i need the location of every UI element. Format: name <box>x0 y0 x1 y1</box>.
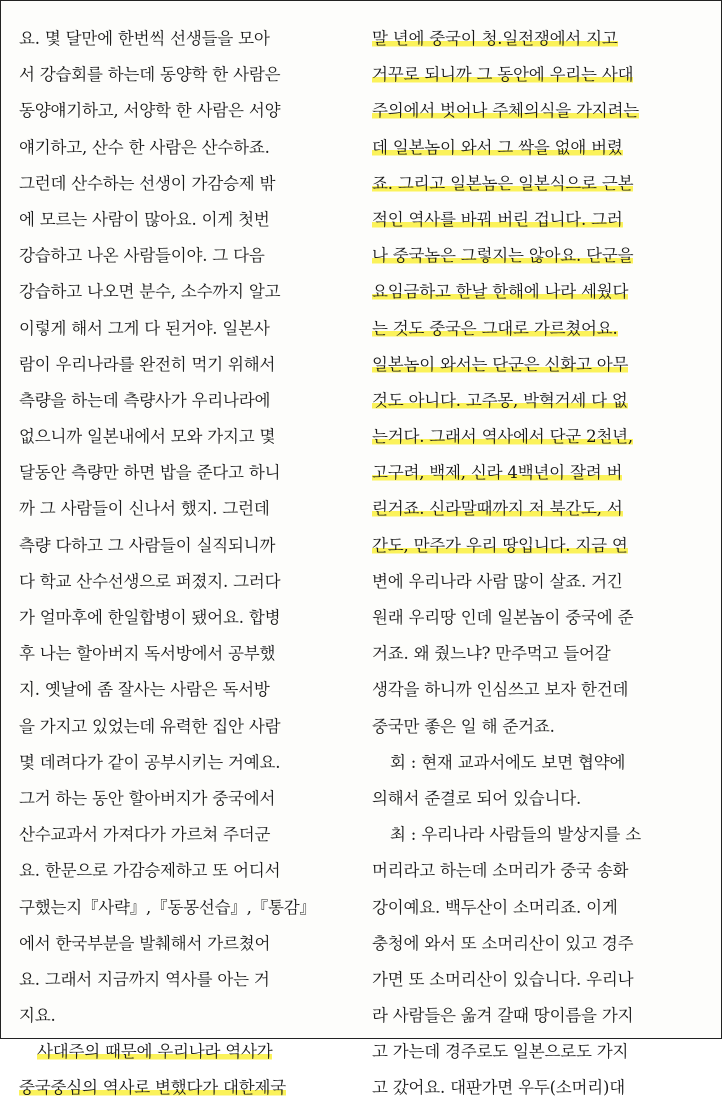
left-text-column <box>19 21 349 1107</box>
highlighted-text: 는거다. 그래서 역사에서 단군 2천년, <box>372 427 633 447</box>
text-line <box>19 600 349 636</box>
text-line <box>19 1070 349 1106</box>
line-text: 몇 데려다가 같이 공부시키는 거예요. <box>19 752 281 772</box>
highlighted-text: 사대주의 때문에 우리나라 역사가 <box>37 1042 273 1062</box>
line-text: 요. 한문으로 가감승제하고 또 어디서 <box>19 861 281 881</box>
line-text: 산수교과서 가져다가 가르쳐 주더군 <box>19 825 271 845</box>
line-text: 고 갔어요. 대판가면 우두(소머리)대 <box>372 1078 625 1098</box>
line-text: 지요. <box>19 1006 56 1026</box>
text-line <box>372 853 704 889</box>
text-line <box>19 528 349 564</box>
text-line <box>372 636 704 672</box>
text-line <box>372 347 704 383</box>
line-text: 최 : 우리나라 사람들의 발상지를 소 <box>390 825 641 845</box>
text-line <box>19 962 349 998</box>
highlighted-text: 요임금하고 한날 한해에 나라 세웠다 <box>372 282 629 302</box>
line-text: 을 가지고 있었는데 유력한 집안 사람 <box>19 716 281 736</box>
line-text: 가면 또 소머리산이 있습니다. 우리나 <box>372 969 634 989</box>
text-line <box>19 274 349 310</box>
highlighted-text: 주의에서 벗어나 주체의식을 가지려는 <box>372 101 639 121</box>
text-line <box>19 347 349 383</box>
line-text: 요. 그래서 지금까지 역사를 아는 거 <box>19 969 270 989</box>
text-line <box>19 491 349 527</box>
line-text: 없으니까 일본내에서 모와 가지고 몇 <box>19 427 276 447</box>
highlighted-text: 나 중국놈은 그렇지는 않아요. 단군을 <box>372 246 634 266</box>
text-line <box>372 564 704 600</box>
line-text: 의해서 준결로 되어 있습니다. <box>372 788 582 808</box>
highlighted-text: 것도 아니다. 고주몽, 박혁거세 다 없 <box>372 390 628 410</box>
line-text: 이렇게 해서 그게 다 된거야. 일본사 <box>19 318 270 338</box>
text-line <box>19 781 349 817</box>
text-line <box>372 93 704 129</box>
text-line <box>372 926 704 962</box>
line-text: 동양얘기하고, 서양학 한 사람은 서양 <box>19 101 281 121</box>
text-line <box>372 238 704 274</box>
text-line <box>372 745 704 781</box>
line-text: 중국만 좋은 일 해 준거죠. <box>372 716 555 736</box>
text-line <box>372 781 704 817</box>
highlighted-text: 데 일본놈이 와서 그 싹을 없애 버렸 <box>372 137 623 157</box>
line-text: 구했는지『사략』,『동몽선습』,『통감』 <box>19 897 316 917</box>
text-line <box>372 528 704 564</box>
highlighted-text: 거꾸로 되니까 그 동안에 우리는 사대 <box>372 65 634 85</box>
text-line <box>19 890 349 926</box>
text-line <box>19 926 349 962</box>
line-text: 생각을 하니까 인심쓰고 보자 한건데 <box>372 680 629 700</box>
text-line <box>372 455 704 491</box>
text-line <box>372 21 704 57</box>
text-line <box>19 202 349 238</box>
text-line <box>372 1034 704 1070</box>
text-line <box>19 672 349 708</box>
highlighted-text: 는 것도 중국은 그대로 가르쳤어요. <box>372 318 618 338</box>
text-line <box>19 311 349 347</box>
text-line <box>19 709 349 745</box>
text-line <box>19 93 349 129</box>
line-text: 고 가는데 경주로도 일본으로도 가지 <box>372 1042 629 1062</box>
line-text: 에서 한국부분을 발췌해서 가르쳤어 <box>19 933 271 953</box>
text-line <box>372 709 704 745</box>
text-line <box>19 238 349 274</box>
text-line <box>19 455 349 491</box>
line-text: 측량 다하고 그 사람들이 실직되니까 <box>19 535 276 555</box>
line-text: 강습하고 나온 사람들이야. 그 다음 <box>19 246 265 266</box>
text-line <box>372 57 704 93</box>
text-line <box>19 817 349 853</box>
line-text: 다 학교 산수선생으로 퍼졌지. 그러다 <box>19 571 281 591</box>
line-text: 라 사람들은 옮겨 갈때 땅이름을 가지 <box>372 1006 634 1026</box>
text-line <box>372 130 704 166</box>
text-line <box>19 564 349 600</box>
line-text: 요. 몇 달만에 한번씩 선생들을 모아 <box>19 29 270 48</box>
highlighted-text: 중국중심의 역사로 변했다가 대한제국 <box>19 1078 286 1098</box>
line-text: 후 나는 할아버지 독서방에서 공부했 <box>19 644 276 664</box>
line-text: 거죠. 왜 줬느냐? 만주먹고 들어갈 <box>372 644 611 664</box>
line-text: 변에 우리나라 사람 많이 살죠. 거긴 <box>372 571 623 591</box>
line-text: 원래 우리땅 인데 일본놈이 중국에 준 <box>372 608 634 627</box>
line-text: 회 : 현재 교과서에도 보면 협약에 <box>390 752 626 772</box>
text-line <box>19 745 349 781</box>
highlighted-text: 간도, 만주가 우리 땅입니다. 지금 연 <box>372 535 628 555</box>
text-line <box>19 998 349 1034</box>
highlighted-text: 린거죠. 신라말때까지 저 북간도, 서 <box>372 499 623 519</box>
line-text: 가 얼마후에 한일합병이 됐어요. 합병 <box>19 608 281 627</box>
line-text: 서 강습회를 하는데 동양학 한 사람은 <box>19 65 281 85</box>
text-line <box>372 274 704 310</box>
line-text: 까 그 사람들이 신나서 했지. 그런데 <box>19 499 270 519</box>
text-line <box>19 636 349 672</box>
text-line <box>19 166 349 202</box>
text-line <box>372 817 704 853</box>
line-text: 강이예요. 백두산이 소머리죠. 이게 <box>372 897 618 917</box>
line-text: 강습하고 나오면 분수, 소수까지 알고 <box>19 282 281 302</box>
text-line <box>372 600 704 636</box>
highlighted-text: 말 년에 중국이 청.일전쟁에서 지고 <box>372 29 618 48</box>
line-text: 충청에 와서 또 소머리산이 있고 경주 <box>372 933 634 953</box>
text-line <box>372 1070 704 1106</box>
highlighted-text: 일본놈이 와서는 단군은 신화고 아무 <box>372 354 629 374</box>
text-line <box>372 311 704 347</box>
line-text: 에 모르는 사람이 많아요. 이게 첫번 <box>19 209 270 229</box>
right-text-column <box>372 21 704 1107</box>
text-line <box>372 491 704 527</box>
text-line <box>19 383 349 419</box>
line-text: 그거 하는 동안 할아버지가 중국에서 <box>19 788 276 808</box>
text-line <box>19 57 349 93</box>
line-text: 얘기하고, 산수 한 사람은 산수하죠. <box>19 137 270 157</box>
text-line <box>372 962 704 998</box>
line-text: 측량을 하는데 측량사가 우리나라에 <box>19 390 271 410</box>
text-line <box>372 166 704 202</box>
text-line <box>372 419 704 455</box>
text-line <box>19 419 349 455</box>
text-line <box>372 890 704 926</box>
line-text: 달동안 측량만 하면 밥을 준다고 하니 <box>19 463 281 483</box>
line-text: 머리라고 하는데 소머리가 중국 송화 <box>372 861 629 881</box>
text-line <box>372 202 704 238</box>
line-text: 그런데 산수하는 선생이 가감승제 밖 <box>19 173 276 193</box>
text-line <box>19 1034 349 1070</box>
text-line <box>19 130 349 166</box>
text-line <box>19 853 349 889</box>
highlighted-text: 적인 역사를 바꿔 버린 겁니다. 그러 <box>372 209 623 229</box>
line-text: 람이 우리나라를 완전히 먹기 위해서 <box>19 354 276 374</box>
text-line <box>372 672 704 708</box>
text-line <box>372 998 704 1034</box>
line-text: 지. 옛날에 좀 잘사는 사람은 독서방 <box>19 680 270 700</box>
highlighted-text: 죠. 그리고 일본놈은 일본식으로 근본 <box>372 173 634 193</box>
text-line <box>372 383 704 419</box>
highlighted-text: 고구려, 백제, 신라 4백년이 잘려 버 <box>372 463 623 483</box>
text-line <box>19 21 349 57</box>
